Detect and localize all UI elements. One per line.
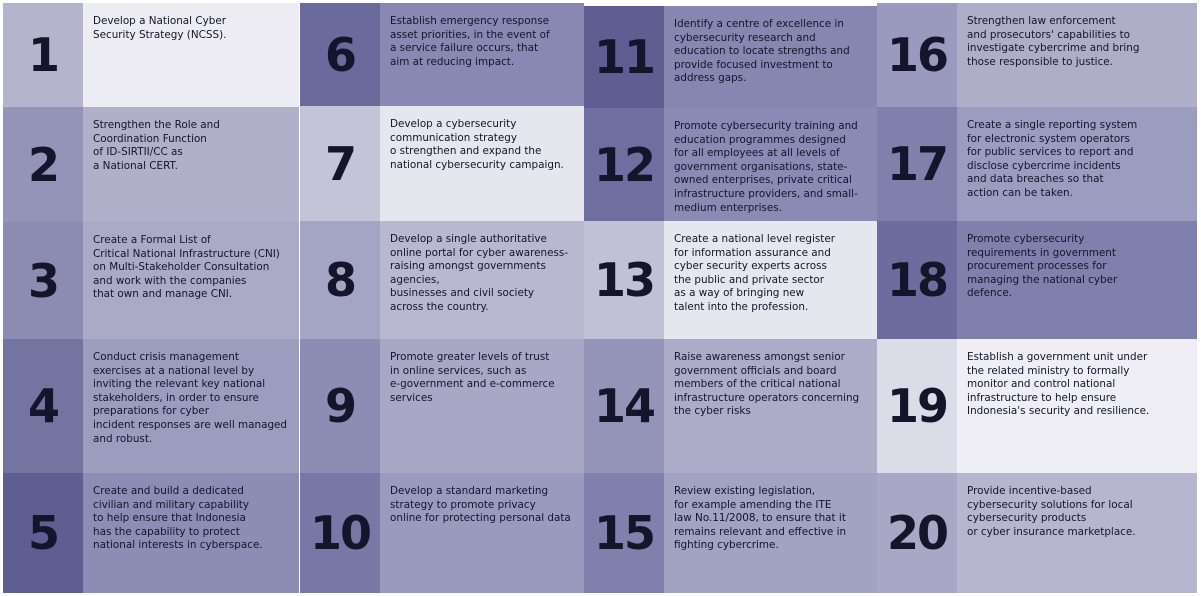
- priority-number: 19: [877, 339, 957, 473]
- priority-description: Identify a centre of excellence in cybersecurity research and education to locate strengths and provide focused investment to address gaps.: [664, 6, 877, 108]
- priority-number: 7: [300, 106, 380, 221]
- priority-description: Strengthen law enforcement and prosecutors' capabilities to investigate cybercrime and bring those responsible to justice.: [957, 3, 1197, 107]
- priority-number: 20: [877, 473, 957, 593]
- priority-number: 8: [300, 221, 380, 339]
- priority-number: 10: [300, 473, 380, 593]
- priority-item: [3, 107, 299, 222]
- priority-number: 17: [877, 107, 957, 221]
- priority-item: [300, 339, 584, 473]
- priority-item: [877, 473, 1197, 593]
- priority-item: [584, 108, 877, 221]
- priority-number: 2: [3, 107, 83, 222]
- priority-number: 6: [300, 3, 380, 106]
- priority-number: 11: [584, 6, 664, 108]
- priority-item: [3, 222, 299, 339]
- priority-column: [300, 3, 584, 593]
- priority-item: [584, 221, 877, 339]
- priority-description: Develop a National Cyber Security Strategy (NCSS).: [83, 3, 299, 107]
- priority-description: Develop a cybersecurity communication strategy o strengthen and expand the national cybersecurity campaign.: [380, 106, 584, 221]
- priority-item: [300, 221, 584, 339]
- priority-number: 15: [584, 473, 664, 593]
- priority-item: [3, 3, 299, 107]
- priority-column: [584, 3, 877, 593]
- priority-description: Provide incentive-based cybersecurity solutions for local cybersecurity products or cyber insurance marketplace.: [957, 473, 1197, 593]
- priority-description: Develop a standard marketing strategy to promote privacy online for protecting personal data: [380, 473, 584, 593]
- priority-description: Create a Formal List of Critical National Infrastructure (CNI) on Multi-Stakeholder Consultation and work with the companies that own and manage CNI.: [83, 222, 299, 339]
- priority-item: [877, 339, 1197, 473]
- priority-number: 12: [584, 108, 664, 221]
- priority-item: [584, 339, 877, 473]
- priority-item: [584, 473, 877, 593]
- priority-number: 4: [3, 339, 83, 473]
- priority-item: [300, 473, 584, 593]
- priority-description: Create a national level register for information assurance and cyber security experts across the public and private sector as a way of bringing new talent into the profession.: [664, 221, 877, 339]
- priority-number: 14: [584, 339, 664, 473]
- priority-item: [3, 473, 299, 593]
- priority-number: 18: [877, 221, 957, 339]
- priority-description: Develop a single authoritative online portal for cyber awareness- raising amongst governments agencies, businesses and civil society across the country.: [380, 221, 584, 339]
- priority-number: 1: [3, 3, 83, 107]
- priority-item: [3, 339, 299, 473]
- priority-number: 13: [584, 221, 664, 339]
- priority-description: Review existing legislation, for example amending the ITE law No.11/2008, to ensure that it remains relevant and effective in fighting cybercrime.: [664, 473, 877, 593]
- priority-item: [877, 3, 1197, 107]
- priority-item: [584, 6, 877, 108]
- priority-column: [877, 3, 1197, 593]
- priority-description: Strengthen the Role and Coordination Function of ID-SIRTII/CC as a National CERT.: [83, 107, 299, 222]
- priority-description: Promote greater levels of trust in online services, such as e-government and e-commerce services: [380, 339, 584, 473]
- priority-description: Create a single reporting system for electronic system operators for public services to report and disclose cybercrime incidents and data breaches so that action can be taken.: [957, 107, 1197, 221]
- priority-description: Promote cybersecurity requirements in government procurement processes for managing the national cyber defence.: [957, 221, 1197, 339]
- priority-number: 5: [3, 473, 83, 593]
- priority-description: Promote cybersecurity training and education programmes designed for all employees at all levels of government organisations, state- owned enterprises, private critical infrastructure providers, and small- medium enterprises.: [664, 108, 877, 221]
- priority-number: 3: [3, 222, 83, 339]
- priority-item: [300, 3, 584, 106]
- priority-description: Conduct crisis management exercises at a national level by inviting the relevant key national stakeholders, in order to ensure preparations for cyber incident responses are well managed and robust.: [83, 339, 299, 473]
- priority-item: [300, 106, 584, 221]
- priority-number: 9: [300, 339, 380, 473]
- priority-column: [3, 3, 299, 593]
- priority-item: [877, 221, 1197, 339]
- priority-item: [877, 107, 1197, 221]
- priority-description: Raise awareness amongst senior government officials and board members of the critical national infrastructure operators concerning the cyber risks: [664, 339, 877, 473]
- priority-description: Create and build a dedicated civilian and military capability to help ensure that Indonesia has the capability to protect national interests in cyberspace.: [83, 473, 299, 593]
- priority-number: 16: [877, 3, 957, 107]
- priority-description: Establish a government unit under the related ministry to formally monitor and control national infrastructure to help ensure Indonesia's security and resilience.: [957, 339, 1197, 473]
- priority-description: Establish emergency response asset priorities, in the event of a service failure occurs, that aim at reducing impact.: [380, 3, 584, 106]
